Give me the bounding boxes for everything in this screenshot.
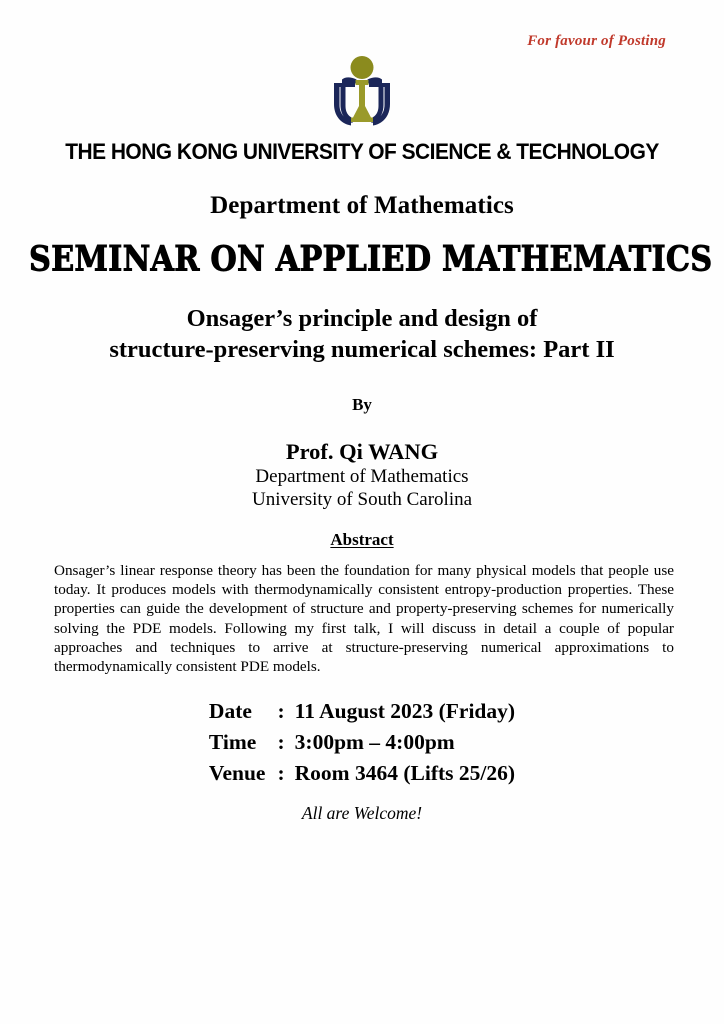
speaker-affiliation-line-1: Department of Mathematics [255, 466, 469, 487]
event-details-table [209, 699, 515, 792]
venue-label: Venue [208, 761, 266, 785]
event-details [0, 699, 724, 792]
posting-note: For favour of Posting [527, 33, 666, 49]
time-value: 3:00pm – 4:00pm [294, 730, 455, 754]
talk-title [0, 303, 724, 365]
time-colon: : [277, 730, 285, 754]
date-colon: : [277, 699, 285, 723]
table-row-date [209, 699, 515, 730]
department-name: Department of Mathematics [210, 192, 514, 219]
speaker-block [0, 438, 724, 511]
date-label: Date [208, 699, 252, 723]
time-label: Time [208, 730, 257, 754]
welcome-note: All are Welcome! [301, 803, 423, 823]
talk-title-line-2: structure-preserving numerical schemes: Part II [109, 336, 615, 363]
abstract-heading: Abstract [330, 530, 394, 549]
venue-colon: : [277, 761, 285, 785]
table-row-venue [209, 761, 515, 792]
date-value: 11 August 2023 (Friday) [294, 699, 516, 723]
by-label: By [352, 395, 372, 414]
speaker-affiliation-line-2: University of South Carolina [251, 489, 473, 510]
table-row-time [209, 730, 515, 761]
venue-value: Room 3464 (Lifts 25/26) [294, 761, 516, 785]
abstract-body: Onsager’s linear response theory has been the foundation for many physical models that people use today. It produces models with thermodynamically consistent entropy-production properties. These properties can guide the development of structure and property-preserving schemes for numerically solving the PDE models. Following my first talk, I will discuss in detail a couple of popular approaches and techniques to arrive at structure-preserving numerical approximations to thermodynamically consistent PDE models. [54, 562, 674, 676]
talk-title-line-1: Onsager’s principle and design of [186, 305, 538, 332]
seminar-series-title: SEMINAR ON APPLIED MATHEMATICS [28, 237, 713, 280]
hkust-logo-icon [331, 54, 393, 130]
speaker-name: Prof. Qi WANG [285, 439, 439, 464]
logo-container [0, 54, 724, 130]
university-name: THE HONG KONG UNIVERSITY OF SCIENCE & TECHNOLOGY [65, 139, 659, 164]
